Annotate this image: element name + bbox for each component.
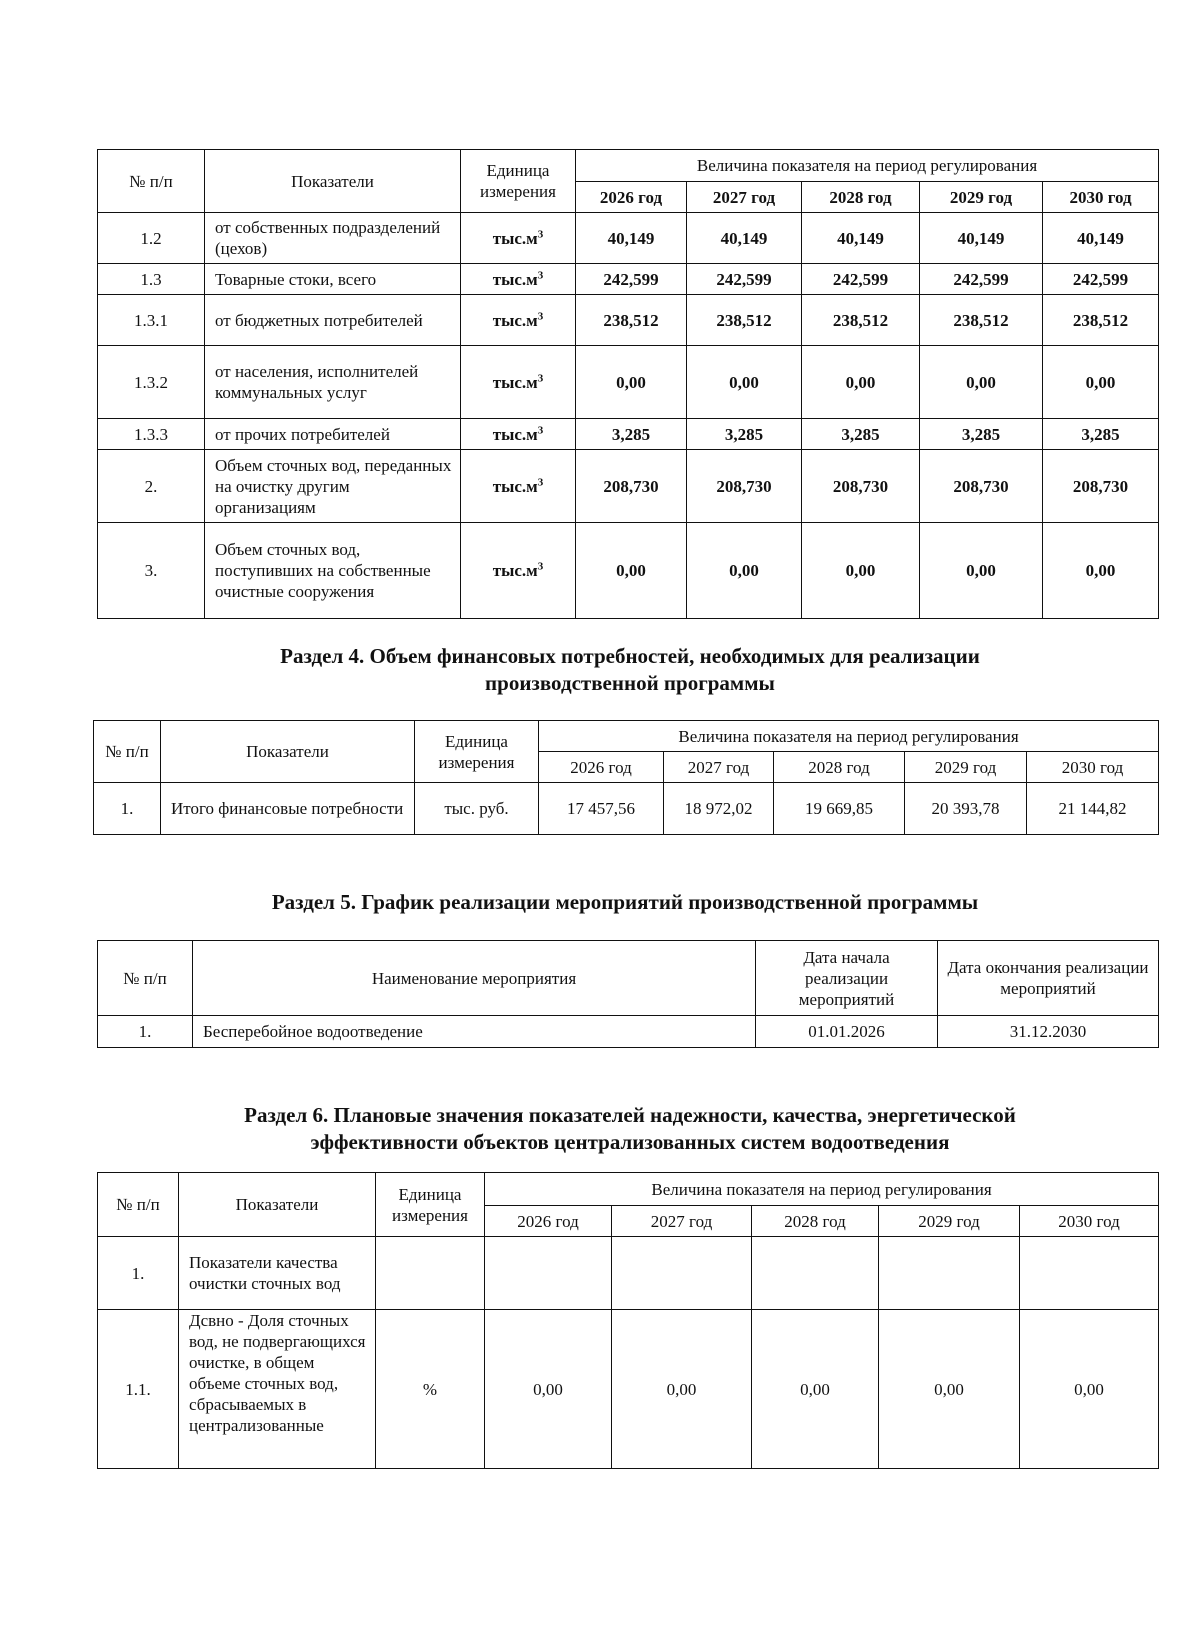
row-value: 208,730 xyxy=(802,450,920,523)
row-num: 2. xyxy=(98,450,205,523)
row-num: 1. xyxy=(98,1237,179,1310)
row-value: 238,512 xyxy=(687,295,802,346)
header-year: 2027 год xyxy=(687,182,802,213)
row-name: Показатели качества очистки сточных вод xyxy=(179,1237,376,1310)
row-value: 0,00 xyxy=(1020,1310,1159,1469)
section-4-title: Раздел 4. Объем финансовых потребностей, необходимых для реализации производственной программы xyxy=(280,644,980,695)
schedule-table xyxy=(97,940,1159,1048)
header-period: Величина показателя на период регулирования xyxy=(576,150,1159,182)
row-num: 1.3.3 xyxy=(98,419,205,450)
table-row xyxy=(98,1310,1159,1469)
header-period: Величина показателя на период регулирования xyxy=(485,1173,1159,1206)
table-row xyxy=(98,213,1159,264)
header-num: № п/п xyxy=(98,150,205,213)
header-year: 2028 год xyxy=(752,1206,879,1237)
row-value: 18 972,02 xyxy=(664,783,774,835)
row-value: 3,285 xyxy=(1043,419,1159,450)
row-value: 0,00 xyxy=(1043,346,1159,419)
header-start: Дата начала реализации мероприятий xyxy=(756,941,938,1016)
row-value: 0,00 xyxy=(879,1310,1020,1469)
row-unit: $тыс.м^3$ xyxy=(461,295,576,346)
row-unit xyxy=(376,1237,485,1310)
table-row xyxy=(98,346,1159,419)
row-value: 0,00 xyxy=(687,523,802,619)
row-name: Дсвно - Доля сточных вод, не подвергающихся очистке, в общем объеме сточных вод, сбрасываемых в централизованные xyxy=(179,1310,376,1469)
row-value: 40,149 xyxy=(687,213,802,264)
reliability-indicators-table xyxy=(97,1172,1159,1469)
header-year: 2028 год xyxy=(774,752,905,783)
indicators-table xyxy=(97,149,1159,619)
row-num: 1.3.1 xyxy=(98,295,205,346)
header-indicator: Показатели xyxy=(161,721,415,783)
row-num: 1. xyxy=(98,1016,193,1048)
row-unit: тыс. руб. xyxy=(415,783,539,835)
row-value: 3,285 xyxy=(802,419,920,450)
header-year: 2029 год xyxy=(920,182,1043,213)
table-row xyxy=(98,419,1159,450)
row-num: 1. xyxy=(94,783,161,835)
row-value: 242,599 xyxy=(920,264,1043,295)
row-num: 1.3.2 xyxy=(98,346,205,419)
row-start: 01.01.2026 xyxy=(756,1016,938,1048)
header-period: Величина показателя на период регулирования xyxy=(539,721,1159,752)
row-name: Бесперебойное водоотведение xyxy=(193,1016,756,1048)
row-value: 242,599 xyxy=(802,264,920,295)
row-unit: $тыс.м^3$ xyxy=(461,213,576,264)
row-unit: $тыс.м^3$ xyxy=(461,450,576,523)
row-value: 0,00 xyxy=(485,1310,612,1469)
header-year: 2026 год xyxy=(576,182,687,213)
row-unit: $тыс.м^3$ xyxy=(461,523,576,619)
table-row xyxy=(98,450,1159,523)
financial-needs-table xyxy=(93,720,1159,835)
row-num: 1.3 xyxy=(98,264,205,295)
header-year: 2028 год xyxy=(802,182,920,213)
table-row xyxy=(98,264,1159,295)
row-name: Объем сточных вод, переданных на очистку другим организациям xyxy=(205,450,461,523)
row-value xyxy=(612,1237,752,1310)
table-row xyxy=(98,295,1159,346)
row-value: 0,00 xyxy=(920,523,1043,619)
row-value: 238,512 xyxy=(1043,295,1159,346)
row-value: 0,00 xyxy=(1043,523,1159,619)
row-value: 40,149 xyxy=(920,213,1043,264)
row-value: 242,599 xyxy=(1043,264,1159,295)
row-value: 3,285 xyxy=(687,419,802,450)
header-num: № п/п xyxy=(98,941,193,1016)
row-name: от собственных подразделений (цехов) xyxy=(205,213,461,264)
row-value: 40,149 xyxy=(802,213,920,264)
header-unit: Единица измерения xyxy=(461,150,576,213)
row-num: 3. xyxy=(98,523,205,619)
section-5-title: Раздел 5. График реализации мероприятий производственной программы xyxy=(271,890,979,914)
row-value xyxy=(879,1237,1020,1310)
row-value: 19 669,85 xyxy=(774,783,905,835)
header-year: 2027 год xyxy=(612,1206,752,1237)
row-value: 208,730 xyxy=(687,450,802,523)
row-value xyxy=(485,1237,612,1310)
row-value: 0,00 xyxy=(920,346,1043,419)
header-year: 2026 год xyxy=(539,752,664,783)
row-value: 0,00 xyxy=(802,346,920,419)
header-num: № п/п xyxy=(94,721,161,783)
table-row xyxy=(94,783,1159,835)
row-value: 0,00 xyxy=(802,523,920,619)
row-value: 242,599 xyxy=(687,264,802,295)
row-value: 40,149 xyxy=(576,213,687,264)
header-year: 2029 год xyxy=(905,752,1027,783)
row-value: 238,512 xyxy=(576,295,687,346)
header-unit: Единица измерения xyxy=(376,1173,485,1237)
header-year: 2030 год xyxy=(1043,182,1159,213)
row-value: 0,00 xyxy=(576,523,687,619)
row-value: 3,285 xyxy=(576,419,687,450)
row-value: 238,512 xyxy=(920,295,1043,346)
row-value: 208,730 xyxy=(576,450,687,523)
table-row xyxy=(98,1016,1159,1048)
header-year: 2030 год xyxy=(1020,1206,1159,1237)
header-name: Наименование мероприятия xyxy=(193,941,756,1016)
row-name: Объем сточных вод, поступивших на собственные очистные сооружения xyxy=(205,523,461,619)
row-name: Товарные стоки, всего xyxy=(205,264,461,295)
table-row xyxy=(98,523,1159,619)
section-6-title: Раздел 6. Плановые значения показателей надежности, качества, энергетической эффективности объектов централизованных систем водоотведения xyxy=(244,1103,1016,1154)
row-value: 208,730 xyxy=(920,450,1043,523)
row-value: 17 457,56 xyxy=(539,783,664,835)
row-value: 40,149 xyxy=(1043,213,1159,264)
row-value xyxy=(752,1237,879,1310)
header-end: Дата окончания реализации мероприятий xyxy=(938,941,1159,1016)
row-value: 0,00 xyxy=(576,346,687,419)
header-indicator: Показатели xyxy=(205,150,461,213)
header-year: 2029 год xyxy=(879,1206,1020,1237)
row-name: Итого финансовые потребности xyxy=(161,783,415,835)
row-value: 3,285 xyxy=(920,419,1043,450)
header-year: 2027 год xyxy=(664,752,774,783)
header-year: 2026 год xyxy=(485,1206,612,1237)
row-name: от бюджетных потребителей xyxy=(205,295,461,346)
header-year: 2030 год xyxy=(1027,752,1159,783)
table-row xyxy=(98,1237,1159,1310)
header-indicator: Показатели xyxy=(179,1173,376,1237)
row-value: 0,00 xyxy=(752,1310,879,1469)
row-num: 1.2 xyxy=(98,213,205,264)
row-unit: $тыс.м^3$ xyxy=(461,419,576,450)
row-name: от населения, исполнителей коммунальных услуг xyxy=(205,346,461,419)
header-unit: Единица измерения xyxy=(415,721,539,783)
row-unit: $тыс.м^3$ xyxy=(461,346,576,419)
row-value: 21 144,82 xyxy=(1027,783,1159,835)
row-name: от прочих потребителей xyxy=(205,419,461,450)
row-value xyxy=(1020,1237,1159,1310)
row-value: 242,599 xyxy=(576,264,687,295)
row-value: 0,00 xyxy=(687,346,802,419)
row-value: 238,512 xyxy=(802,295,920,346)
row-num: 1.1. xyxy=(98,1310,179,1469)
row-value: 208,730 xyxy=(1043,450,1159,523)
row-unit: $тыс.м^3$ xyxy=(461,264,576,295)
row-value: 20 393,78 xyxy=(905,783,1027,835)
row-value: 0,00 xyxy=(612,1310,752,1469)
header-num: № п/п xyxy=(98,1173,179,1237)
row-end: 31.12.2030 xyxy=(938,1016,1159,1048)
row-unit: % xyxy=(376,1310,485,1469)
